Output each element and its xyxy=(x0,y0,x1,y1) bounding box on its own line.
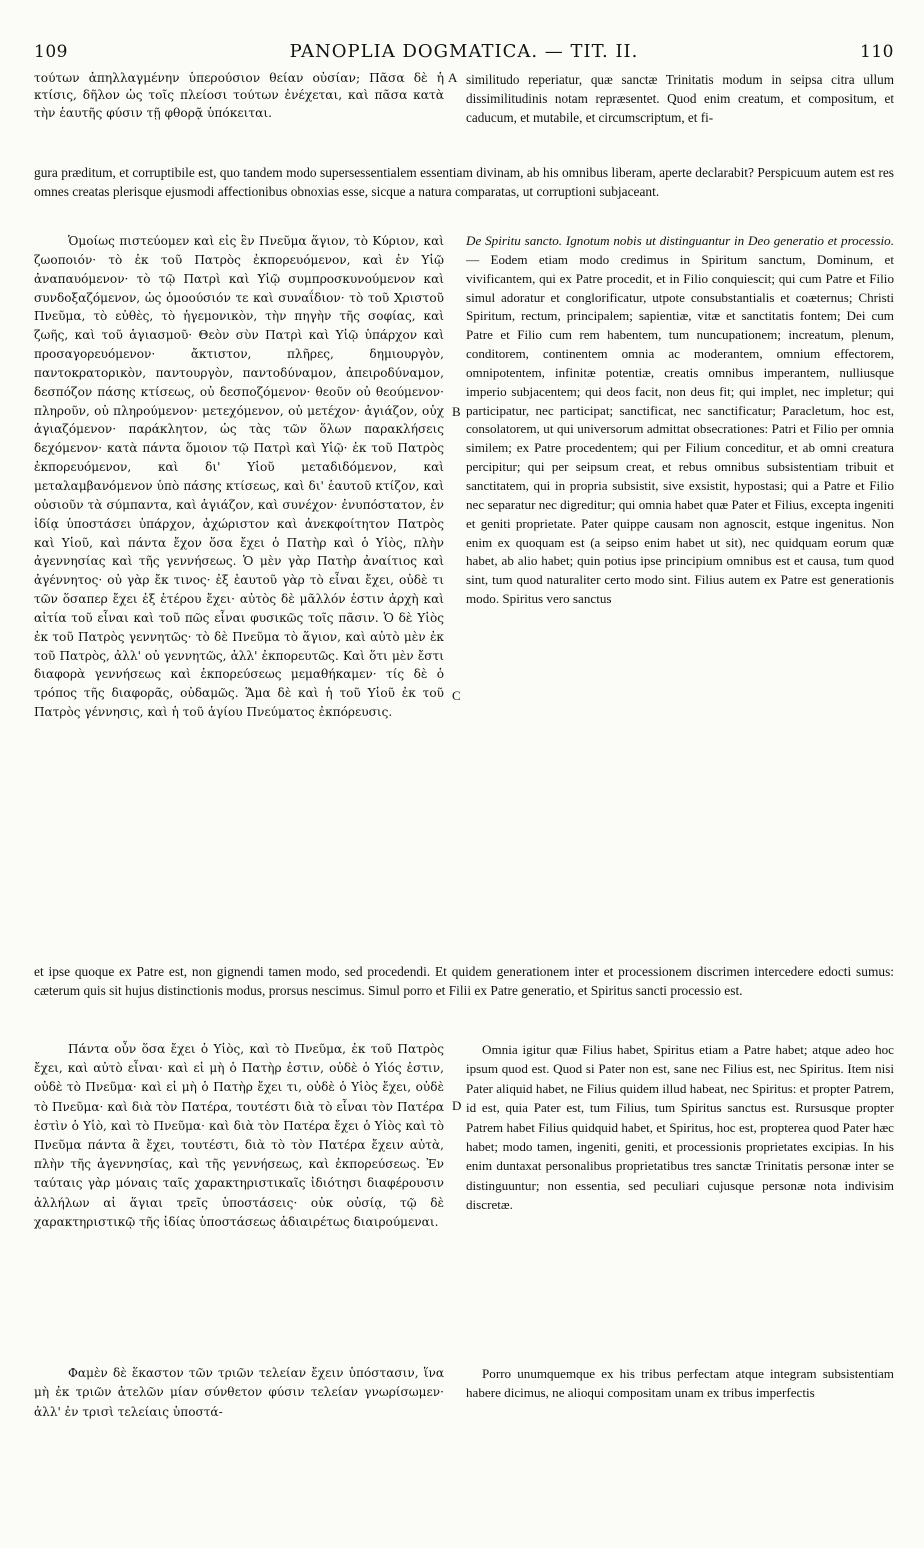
latin-text-2 xyxy=(466,232,894,609)
latin-text-1: similitudo reperiatur, quæ sanctæ Trinitatis modum in seipsa citra ullum dissimilitudinis notam repræsentet. Quod enim creatum, et compositum, et caducum, et mutabile, et circumscriptum, et fi- xyxy=(466,72,894,126)
latin-column-1 xyxy=(466,70,894,166)
latin-fullwidth-text-2: et ipse quoque ex Patre est, non gignendi tamen modo, sed procedendi. Et quidem generationem inter et processionem discrimen intercedere edocti sumus: cæterum quis sit hujus distinctionis modus, prorsus nescimus. Simul porro et Filii ex Patre generatio, et Spiritus sancti processio est. xyxy=(34,964,894,998)
latin-column-4 xyxy=(466,1364,894,1444)
greek-column-4 xyxy=(34,1364,444,1444)
greek-text-2: Ὁμοίως πιστεύομεν καὶ εἰς ἓν Πνεῦμα ἅγιον, τὸ Κύριον, καὶ ζωοποιόν· τὸ ἐκ τοῦ Πατρὸς ἐκπορευόμενον, καὶ ἐν Υἱῷ ἀναπαυόμενον· τὸ τῷ Πατρὶ καὶ Υἱῷ συμπροσκυνούμενον καὶ συνδοξαζόμενον, ὡς ὁμοούσιόν τε καὶ συναΐδιον· τὸ τοῦ Χριστοῦ Πνεῦμα, τὸ εὐθὲς, τὸ ἡγεμονικὸν, τὴν πηγὴν τῆς σοφίας, καὶ ζωῆς, καὶ τοῦ ἁγιασμοῦ· Θεὸν σὺν Πατρὶ καὶ Υἱῷ ὑπάρχον καὶ προσαγορευόμενον· ἄκτιστον, πλῆρες, δημιουργὸν, παντοκρατορικὸν, παντουργὸν, παντοδύναμον, ἀπειροδύναμον, δεσπόζον πάσης κτίσεως, οὐ δεσποζόμενον· θεοῦν οὐ θεούμενον· πληροῦν, οὐ πληρούμενον· μετεχόμενον, οὐ μετέχον· ἁγιάζον, οὐχ ἁγιαζόμενον· παράκλητον, ὡς τὰς τῶν ὅλων παρακλήσεις δεχόμενον· κατὰ πάντα ὅμοιον τῷ Πατρὶ καὶ Υἱῷ· ἐκ τοῦ Πατρὸς ἐκπορευόμενον, καὶ δι' Υἱοῦ μεταδιδόμενον, καὶ μεταλαμβανόμενον ὑπὸ πάσης κτίσεως, καὶ δι' ἑαυτοῦ κτίζον, καὶ οὐσιοῦν τὰ σύμπαντα, καὶ ἁγιάζον, καὶ συνέχον· ἐνυπόστατον, ἐν ἰδίᾳ ὑποστάσει ὑπάρχον, ἀχώριστον καὶ ἀνεκφοίτητον Πατρὸς καὶ Υἱοῦ, καὶ πάντα ἔχον ὅσα ἔχει ὁ Πατὴρ καὶ ὁ Υἱὸς, πλὴν ἀγεννησίας καὶ τῆς γεννήσεως. Ὁ μὲν γὰρ Πατὴρ ἀναίτιος καὶ ἀγέννητος· οὐ γὰρ ἔκ τινος· ἐξ ἑαυτοῦ γὰρ τὸ εἶναι ἔχει, οὐδὲ τι τῶν ὅσαπερ ἔχει ἐξ ἑτέρου ἔχει· αὐτὸς δὲ μᾶλλόν ἐστιν ἀρχὴ καὶ αἰτία τοῦ εἶναι καὶ τοῦ πῶς εἶναι φυσικῶς τοῖς πᾶσιν. Ὁ δὲ Υἱὸς ἐκ τοῦ Πατρὸς γεννητῶς· τὸ δὲ Πνεῦμα τὸ ἅγιον, καὶ αὐτὸ μὲν ἐκ τοῦ Πατρὸς, ἀλλ' οὐ γεννητῶς, ἀλλ' ἐκπορευτῶς. Καὶ ὅτι μὲν ἔστι διαφορὰ γεννήσεως καὶ ἐκπορεύσεως μεμαθήκαμεν· τίς δὲ ὁ τρόπος τῆς διαφορᾶς, οὐδαμῶς. Ἅμα δὲ καὶ ἡ τοῦ Υἱοῦ ἐκ τοῦ Πατρὸς γέννησις, καὶ ἡ τοῦ ἁγίου Πνεύματος ἐκπόρευσις. xyxy=(34,234,444,720)
greek-text-1: τούτων ἀπηλλαγμένην ὑπερούσιον θείαν οὐσίαν; Πᾶσα δὲ ἡ κτίσις, δῆλον ὡς τοῖς πλείοσι τούτων ἐνέχεται, καὶ πᾶσα κατὰ τὴν ἑαυτῆς φύσιν τῇ φθορᾷ ὑπόκειται. xyxy=(34,71,444,120)
margin-marker-d: D xyxy=(452,1098,462,1113)
latin-column-3 xyxy=(466,1040,894,1300)
latin-text-3: Omnia igitur quæ Filius habet, Spiritus etiam a Patre habet; atque adeo hoc ipsum quod est. Quod si Pater non est, sane nec Filius est, nec Spiritus. Item nisi Pater aliquid habet, ne Filius quidem illud habeat, nec Spiritus: et propter Patrem, id est, quia Pater est, tum Filius, tum Spiritus sanctus est. Rursusque propter Patrem habet Filius quidquid habet, et Spiritus, hoc est, propterea quod Pater hæc habet; modo tamen, ingeniti, geniti, et processionis proprietates excipias. In his enim duntaxat personalibus proprietatibus tres sanctæ Trinitatis personæ inter se distinguuntur; non essentia, sed peculiari cujusque personæ nota indivisim discretæ. xyxy=(466,1042,894,1213)
section-heading-spiritu: De Spiritu sancto. Ignotum nobis ut distinguantur in Deo generatio et processio. xyxy=(466,233,894,248)
latin-fullwidth-1 xyxy=(34,164,894,220)
latin-body-2: — Eodem etiam modo credimus in Spiritum sanctum, Dominum, et vivificantem, qui ex Patre procedit, et in Filio conquiescit; qui cum Patre et Filio simul adoratur et conglorificatur, utpote consubstantialis et coæternus; Christi Spiritum, rectum, principalem; sapientiæ, vitæ et sanctitatis fontem; Dei cum Patre et Filio cum rem habentem, tum nuncupationem; increatum, plenum, conditorem, continentem omnia ac moderantem, omnium effectorem, omnipotentem, infinitæ potentiæ, creatis omnibus imperantem, nulliusque imperio subjacentem; qui deos facit, non deus fit; qui implet, nec impletur; qui participatur, nec participat; sanctificat, nec sanctificatur; Paracletum, hoc est, consolatorem, ut qui universorum admittat obsecrationes: Patri et Filio per omnia similem; ex Patre procedentem; qui per Filium conceditur, et ab omni creatura percipitur; qui per seipsum creat, et rebus omnibus subsistentiam tribuit et sanctitatem, qui in propria subsistit, sive exsistit, hypostasi; qui a Patre et Filio nec separatur nec digreditur; qui omnia habet quæ Pater et Filius, excepta ingeniti et geniti proprietate. Pater quippe causam non agnoscit, estque ingenitus. Non enim ex quoquam est (a seipso enim habet ut sit), nec quidquam eorum quæ habet, ab alio habet; quin potius ipse principium omnibus est et causa, tum quod sint, tum quod naturaliter certo modo sint. Filius autem ex Patre est generationis modo. Spiritus vero sanctus xyxy=(466,251,894,607)
latin-fullwidth-2 xyxy=(34,962,894,1020)
greek-text-3: Πάντα οὖν ὅσα ἔχει ὁ Υἱὸς, καὶ τὸ Πνεῦμα, ἐκ τοῦ Πατρὸς ἔχει, καὶ αὐτὸ εἶναι· καὶ εἰ μὴ ὁ Πατὴρ ἐστιν, οὐδὲ ὁ Υἱός ἐστιν, οὐδὲ τὸ Πνεῦμα· καὶ εἰ μὴ ὁ Πατὴρ ἔχει τι, οὐδὲ ὁ Υἱὸς ἔχει, οὐδὲ τὸ Πνεῦμα· καὶ διὰ τὸν Πατέρα, τουτέστι διὰ τὸ εἶναι τὸν Πατέρα ἐστὶν ὁ Υἱὸ, καὶ τὸ Πνεῦμα· καὶ διὰ τὸν Πατέρα ἔχει ὁ Υἱὸς καὶ τὸ Πνεῦμα πάντα ἃ ἔχει, τουτέστι, διὰ τὸ τὸν Πατέρα ἔχειν αὐτὰ, πλὴν τῆς ἀγεννησίας, καὶ τῆς γεννήσεως, καὶ ἐκπορεύσεως. Ἐν ταύταις γὰρ μόναις ταῖς χαρακτηριστικαῖς ἰδιότησι διαφέρουσιν ἀλλήλων αἱ ἅγιαι τρεῖς ὑποστάσεις· οὐκ οὐσίᾳ, τῷ δὲ χαρακτηριστικῷ τῆς ἰδίας ὑποστάσεως ἀδιαιρέτως διαιρούμεναι. xyxy=(34,1042,444,1229)
latin-text-4: Porro unumquemque ex his tribus perfectam atque integram subsistentiam habere dicimus, ne alioqui compositam unam ex tribus imperfectis xyxy=(466,1366,894,1401)
running-header xyxy=(34,32,894,62)
left-page-number: 109 xyxy=(34,42,68,62)
greek-column-2 xyxy=(34,232,444,954)
greek-column-3 xyxy=(34,1040,444,1280)
right-page-number: 110 xyxy=(860,42,894,62)
greek-text-4: Φαμὲν δὲ ἕκαστον τῶν τριῶν τελείαν ἔχειν ὑπόστασιν, ἵνα μὴ ἐκ τριῶν ἀτελῶν μίαν σύνθετον φύσιν τελείαν γνωρίσωμεν· ἀλλ' ἐν τρισὶ τελείαις ὑποστά- xyxy=(34,1366,444,1419)
running-title: PANOPLIA DOGMATICA. — TIT. II. xyxy=(289,41,639,62)
latin-fullwidth-text-1: gura præditum, et corruptibile est, quo tandem modo supersessentialem essentiam divinam, ab his omnibus liberam, aperte declarabit? Perspicuum autem est res omnes creatas plerisque ejusmodi affectionibus obnoxias esse, sicque a natura comparatas, ut corruptioni subjaceant. xyxy=(34,165,894,199)
margin-marker-b: B xyxy=(452,404,461,419)
margin-marker-c: C xyxy=(452,688,461,703)
greek-column-1 xyxy=(34,70,444,150)
latin-column-2 xyxy=(466,232,894,954)
margin-marker-a: A xyxy=(448,70,458,85)
